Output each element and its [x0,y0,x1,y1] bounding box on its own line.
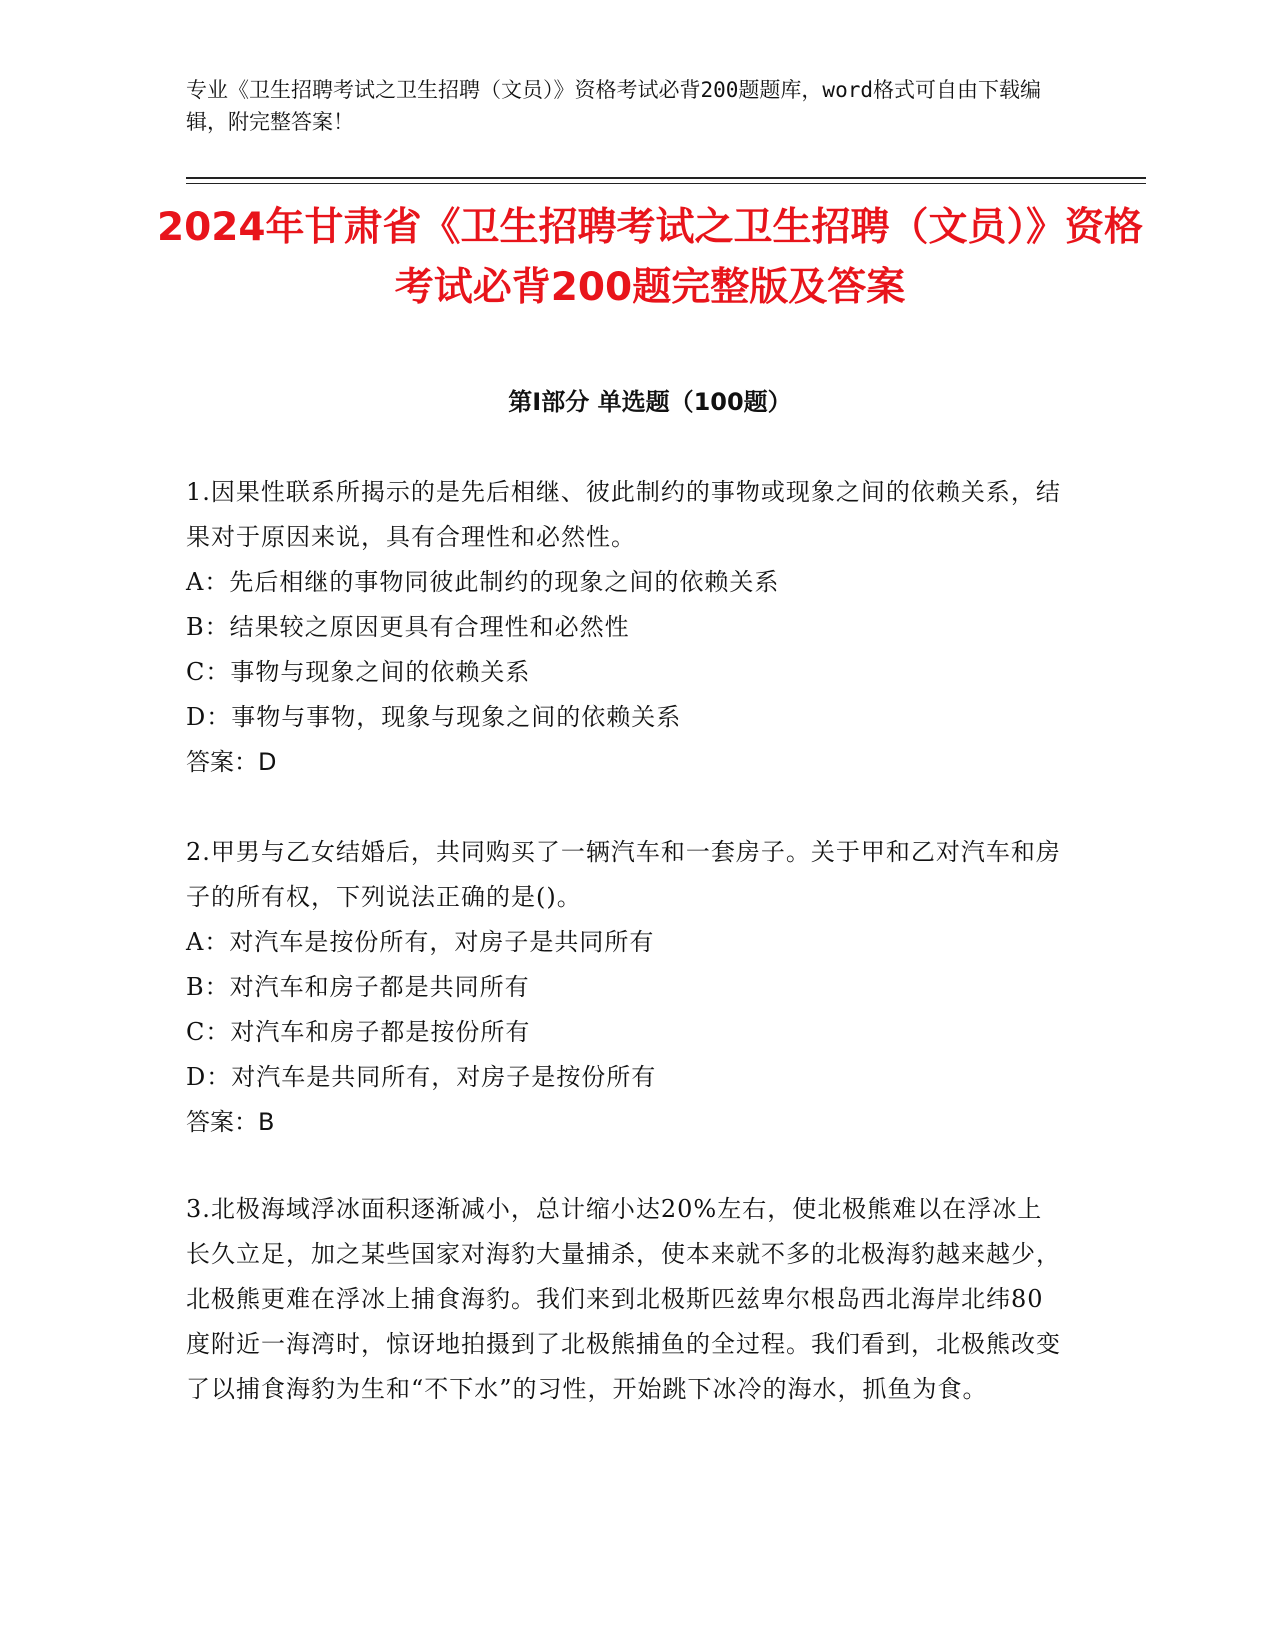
option-b: B：结果较之原因更具有合理性和必然性 [186,613,630,641]
option-d: D：对汽车是共同所有，对房子是按份所有 [186,1063,657,1091]
option-c: C：事物与现象之间的依赖关系 [186,658,531,686]
answer: 答案：B [186,1108,275,1136]
option-c: C：对汽车和房子都是按份所有 [186,1018,531,1046]
question-2 [186,830,1066,1145]
header-note: 专业《卫生招聘考试之卫生招聘（文员）》资格考试必背200题题库，word格式可自由下载编辑，附完整答案！ [186,78,1041,134]
option-a: A：先后相继的事物同彼此制约的现象之间的依赖关系 [186,568,780,596]
header-divider-thick [186,177,1146,179]
question-1 [186,470,1066,785]
option-b: B：对汽车和房子都是共同所有 [186,973,530,1001]
question-text: 1.因果性联系所揭示的是先后相继、彼此制约的事物或现象之间的依赖关系，结果对于原因来说，具有合理性和必然性。 [186,478,1061,551]
document-title: 2024年甘肃省《卫生招聘考试之卫生招聘（文员）》资格考试必背200题完整版及答案 [156,205,1144,310]
section-title: 第I部分 单选题（100题） [508,388,792,416]
question-text: 2.甲男与乙女结婚后，共同购买了一辆汽车和一套房子。关于甲和乙对汽车和房子的所有权，下列说法正确的是()。 [186,838,1061,911]
question-text: 3.北极海域浮冰面积逐渐减小，总计缩小达20%左右，使北极熊难以在浮冰上长久立足，加之某些国家对海豹大量捕杀，使本来就不多的北极海豹越来越少，北极熊更难在浮冰上捕食海豹。我们来到北极斯匹兹卑尔根岛西北海岸北纬80度附近一海湾时，惊讶地拍摄到了北极熊捕鱼的全过程。我们看到，北极熊改变了以捕食海豹为生和“不下水”的习性，开始跳下冰冷的海水，抓鱼为食。 [186,1195,1061,1403]
option-d: D：事物与事物，现象与现象之间的依赖关系 [186,703,682,731]
question-3 [186,1187,1066,1412]
option-a: A：对汽车是按份所有，对房子是共同所有 [186,928,655,956]
header-divider-thin [186,183,1146,184]
answer: 答案：D [186,748,277,776]
